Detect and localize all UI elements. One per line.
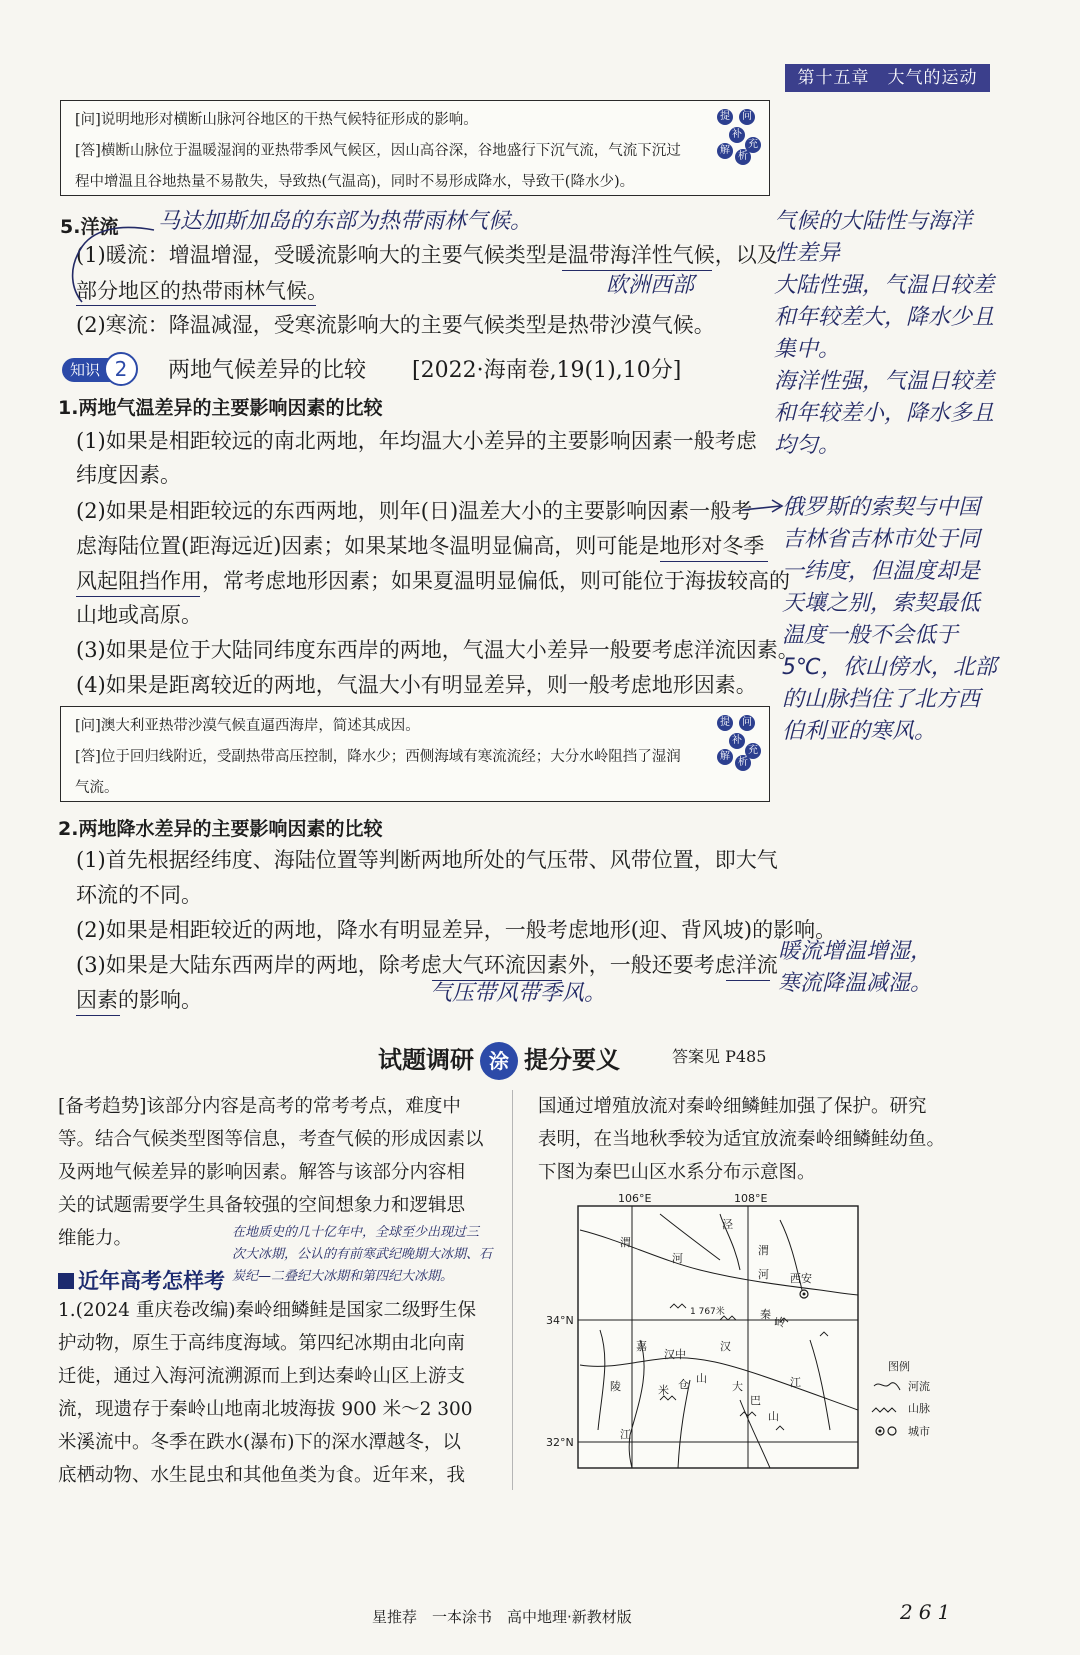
shan-label: 山 <box>696 1372 707 1385</box>
tu-icon: 涂 <box>480 1042 518 1080</box>
legend-title: 图例 <box>888 1360 910 1373</box>
legend-river: 河流 <box>908 1380 930 1393</box>
section-5-title: 5.洋流 <box>60 216 119 238</box>
trend-line: 关的试题需要学生具备较强的空间想象力和逻辑思 <box>58 1195 466 1216</box>
research-title <box>378 1040 620 1080</box>
hanzhong-label: 汉中 <box>664 1348 686 1361</box>
sec2-line: 环流的不同。 <box>76 883 202 907</box>
qa1-answer-1: [答]横断山脉位于温暖湿润的亚热带季风气候区，因山高谷深，谷地盛行下沉气流，气流下沉过 <box>75 143 681 159</box>
note-line: 炭纪—二叠纪大冰期和第四纪大冰期。 <box>232 1269 454 1284</box>
recent-exams-label: 近年高考怎样考 <box>78 1269 225 1293</box>
qa2-answer-1: [答]位于回归线附近，受副热带高压控制，降水少；西侧海域有寒流流经；大分水岭阻挡了湿润 <box>75 749 681 765</box>
note-line: 大陆性强，气温日较差 <box>774 273 995 298</box>
note-pressure: 气压带风带季风。 <box>430 981 607 1006</box>
qa1-answer-2: 程中增温且谷地热量不易散失，导致热(气温高)，同时不易形成降水，导致干(降水少)。 <box>75 174 635 190</box>
badge-char: 提 <box>717 109 733 125</box>
da-label: 大 <box>732 1380 743 1393</box>
square-icon <box>58 1273 74 1289</box>
note-line: 吉林省吉林市处于同 <box>782 527 981 552</box>
sec2-line: (1)首先根据经纬度、海陆位置等判断两地所处的气压带、风带位置，即大气 <box>76 848 778 872</box>
note-europe-west: 欧洲西部 <box>606 273 695 298</box>
jing-label: 泾 <box>722 1218 733 1231</box>
footer-brand: 星推荐 一本涂书 高中地理·新教材版 <box>372 1608 632 1626</box>
qa-box-1 <box>60 100 770 196</box>
note-line: 在地质史的几十亿年中，全球至少出现过三 <box>232 1225 480 1240</box>
sec2-line: 因素的影响。 <box>76 988 202 1012</box>
note-line: 5℃，依山傍水，北部 <box>782 655 997 680</box>
badge-char: 析 <box>735 149 751 165</box>
chapter-tab: 第十五章 大气的运动 <box>785 64 990 92</box>
wei2-label: 渭 <box>758 1244 769 1257</box>
research-left: 试题调研 <box>378 1046 474 1074</box>
note-currents <box>778 936 932 1000</box>
answer-ref: 答案见 P485 <box>672 1047 767 1066</box>
peak-label: 1 767米 <box>690 1307 725 1317</box>
q1-line: 1.(2024 重庆卷改编)秦岭细鳞鲑是国家二级野生保 <box>58 1300 477 1321</box>
sec1-line: 虑海陆位置(距海远近)因素；如果某地冬温明显偏高，则可能是地形对冬季 <box>76 534 765 558</box>
underline-current <box>726 980 770 981</box>
badge-char: 解 <box>717 749 733 765</box>
he2-label: 河 <box>758 1268 769 1281</box>
right-column-text <box>538 1090 945 1189</box>
note-line: 和年较差小，降水多且 <box>774 401 995 426</box>
note-line: 寒流降温减湿。 <box>778 971 933 996</box>
recent-exams-title <box>58 1265 225 1295</box>
sec1-line: 山地或高原。 <box>76 603 202 627</box>
note-line: 的山脉挡住了北方西 <box>782 687 981 712</box>
qa2-answer-2: 气流。 <box>75 780 119 796</box>
mi-label: 米 <box>658 1384 669 1397</box>
qin-label: 秦 <box>760 1308 771 1321</box>
note-continental <box>774 206 994 462</box>
note-line: 暖流增温增湿， <box>778 939 933 964</box>
ling2-label: 陵 <box>610 1380 621 1393</box>
note-line: 温度一般不会低于 <box>782 623 959 648</box>
sec2-line: (3)如果是大陆东西两岸的两地，除考虑大气环流因素外，一般还要考虑洋流 <box>76 953 778 977</box>
mountain-icon <box>872 1408 896 1412</box>
badge-char: 问 <box>739 109 755 125</box>
q1-line: 护动物，原生于高纬度海域。第四纪冰期由北向南 <box>58 1333 466 1354</box>
badge-char: 解 <box>717 143 733 159</box>
sec1-line: (3)如果是位于大陆同纬度东西岸的两地，气温大小差异一般要考虑洋流因素。 <box>76 638 799 662</box>
note-line: 俄罗斯的索契与中国 <box>782 495 981 520</box>
jia-label: 嘉 <box>636 1340 647 1353</box>
ling-label: 岭 <box>774 1316 785 1329</box>
lat-34-label: 34°N <box>546 1314 574 1327</box>
q1-line: 米溪流中。冬季在跌水(瀑布)下的深水潭越冬，以 <box>58 1432 461 1453</box>
q1-line: 流，现遗存于秦岭山地南北坡海拔 900 米～2 300 <box>58 1399 473 1420</box>
river-icon <box>874 1383 900 1390</box>
qinba-river-map <box>540 1190 980 1480</box>
qa-badge-2 <box>717 713 763 771</box>
right-line: 国通过增殖放流对秦岭细鳞鲑加强了保护。研究 <box>538 1096 927 1117</box>
badge-char: 问 <box>739 715 755 731</box>
underline-factor <box>76 1015 120 1016</box>
sec1-line: 风起阻挡作用，常考虑地形因素；如果夏温明显偏低，则可能位于海拔较高的 <box>76 569 790 593</box>
bracket-arrow <box>62 220 162 310</box>
note-ice-age <box>232 1222 492 1288</box>
sec1-line: 纬度因素。 <box>76 463 181 487</box>
sec2-line: (2)如果是相距较近的两地，降水有明显差异，一般考虑地形(迎、背风坡)的影响。 <box>76 918 837 942</box>
note-line: 和年较差大，降水少且 <box>774 305 995 330</box>
note-line: 伯利亚的寒风。 <box>782 719 937 744</box>
note-madagascar: 马达加斯加岛的东部为热带雨林气候。 <box>158 209 533 234</box>
trend-line: 等。结合气候类型图等信息，考查气候的形成因素以 <box>58 1129 484 1150</box>
badge-char: 补 <box>729 733 745 749</box>
sec2-title: 2.两地降水差异的主要影响因素的比较 <box>58 818 383 840</box>
note-russia <box>782 492 997 748</box>
trend-line: 及两地气候差异的影响因素。解答与该部分内容相 <box>58 1162 466 1183</box>
s5-line-2: 部分地区的热带雨林气候。 <box>76 279 328 303</box>
right-line: 下图为秦巴山区水系分布示意图。 <box>538 1162 816 1183</box>
sec1-title: 1.两地气温差异的主要影响因素的比较 <box>58 397 383 419</box>
wei-label: 渭 <box>620 1236 631 1249</box>
lon-108-label: 108°E <box>734 1192 768 1205</box>
note-line: 次大冰期，公认的有前寒武纪晚期大冰期、石 <box>232 1247 493 1262</box>
trend-line: [备考趋势]该部分内容是高考的常考考点，难度中 <box>58 1096 461 1117</box>
badge-char: 析 <box>735 755 751 771</box>
right-line: 表明，在当地秋季较为适宜放流秦岭细鳞鲑幼鱼。 <box>538 1129 946 1150</box>
badge-char: 提 <box>717 715 733 731</box>
note-line: 气候的大陆性与海洋 <box>774 209 973 234</box>
lon-106-label: 106°E <box>618 1192 652 1205</box>
underline-block <box>76 596 200 597</box>
sec1-line: (2)如果是相距较远的东西两地，则年(日)温差大小的主要影响因素一般考 <box>76 499 753 523</box>
qa1-question: [问]说明地形对横断山脉河谷地区的干热气候特征形成的影响。 <box>75 112 478 128</box>
q1-line: 底栖动物、水生昆虫和其他鱼类为食。近年来，我 <box>58 1465 466 1486</box>
cang-label: 仓 <box>678 1378 689 1391</box>
s5-line-1: (1)暖流：增温增湿，受暖流影响大的主要气候类型是温带海洋性气候，以及 <box>76 243 778 267</box>
knowledge-title: 两地气候差异的比较 <box>168 358 367 383</box>
note-line: 性差异 <box>774 241 841 266</box>
ba-label: 巴 <box>750 1394 761 1407</box>
page-number: 261 <box>900 1600 957 1624</box>
trend-line: 维能力。 <box>58 1228 133 1249</box>
badge-char: 充 <box>745 137 761 153</box>
he-label: 河 <box>672 1252 683 1265</box>
s5-line-3: (2)寒流：降温减湿，受寒流影响大的主要气候类型是热带沙漠气候。 <box>76 313 715 337</box>
knowledge-cite: [2022·海南卷,19(1),10分] <box>412 358 682 383</box>
shan2-label: 山 <box>768 1410 779 1423</box>
sec1-line: (1)如果是相距较远的南北两地，年均温大小差异的主要影响因素一般考虑 <box>76 429 757 453</box>
badge-char: 补 <box>729 127 745 143</box>
note-line: 天壤之别，索契最低 <box>782 591 981 616</box>
xian-label: 西安 <box>790 1272 812 1285</box>
left-column-q1 <box>58 1294 476 1492</box>
knowledge-number: 2 <box>104 352 138 386</box>
qa-box-2 <box>60 706 770 802</box>
note-line: 一纬度，但温度却是 <box>782 559 981 584</box>
qa-badge-1 <box>717 107 763 165</box>
knowledge-badge <box>62 358 132 382</box>
lat-32-label: 32°N <box>546 1436 574 1449</box>
research-right: 提分要义 <box>524 1046 620 1074</box>
q1-line: 迁徙，通过入海河流溯源而上到达秦岭山区上游支 <box>58 1366 466 1387</box>
jiang-label: 江 <box>790 1376 801 1389</box>
column-divider <box>512 1090 513 1490</box>
knowledge-label: 知识 <box>70 361 101 379</box>
note-line: 集中。 <box>774 337 841 362</box>
qa2-question: [问]澳大利亚热带沙漠气候直逼西海岸，简述其成因。 <box>75 718 420 734</box>
note-line: 海洋性强，气温日较差 <box>774 369 995 394</box>
underline-terrain <box>660 561 768 562</box>
arrow-russia <box>740 498 786 518</box>
note-line: 均匀。 <box>774 433 841 458</box>
sec1-line: (4)如果是距离较近的两地，气温大小有明显差异，则一般考虑地形因素。 <box>76 673 757 697</box>
badge-char: 充 <box>745 743 761 759</box>
legend-mountain: 山脉 <box>908 1402 930 1415</box>
jiang2-label: 江 <box>620 1428 631 1441</box>
legend-city: 城市 <box>908 1425 930 1438</box>
han-label: 汉 <box>720 1340 731 1353</box>
